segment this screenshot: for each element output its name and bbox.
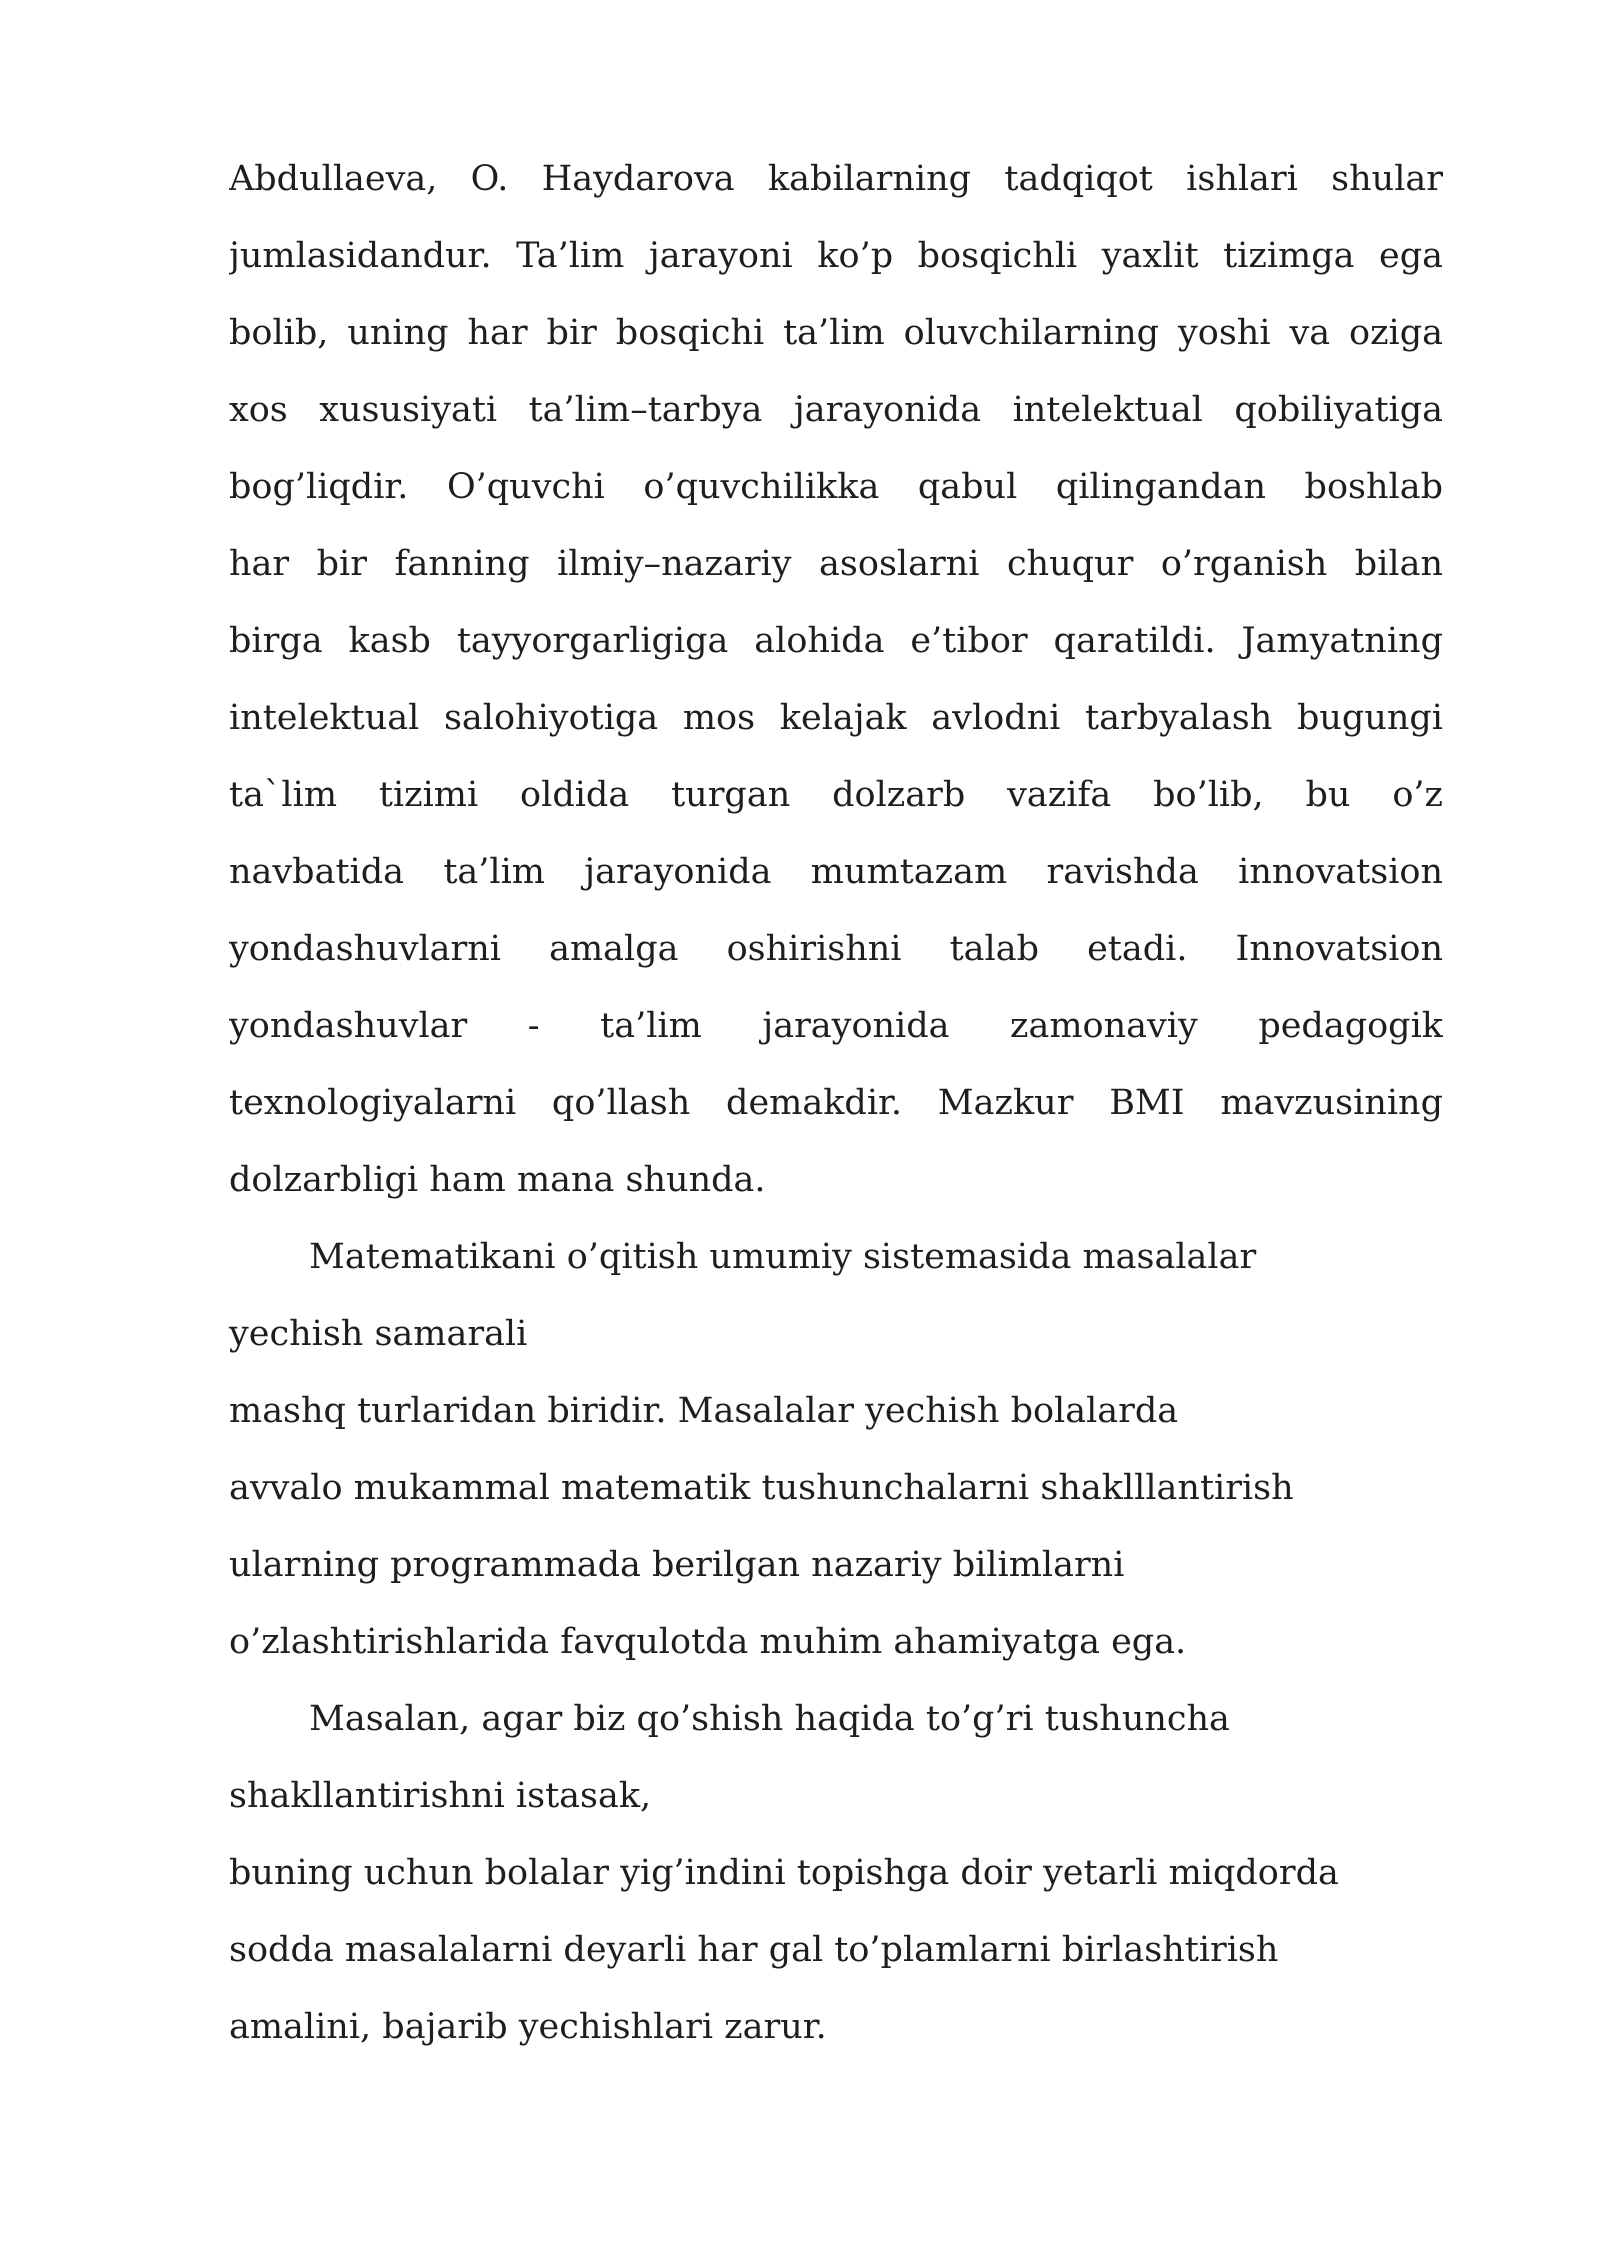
text-line: yondashuvlar - ta’lim jarayonida zamonaviy pedagogik: [229, 1006, 1443, 1046]
text-line: xos xususiyati ta’lim–tarbya jarayonida intelektual qobiliyatiga: [229, 390, 1443, 430]
text-line: mashq turlaridan biridir. Masalalar yechish bolalarda: [229, 1391, 1179, 1431]
text-line: amalini, bajarib yechishlari zarur.: [229, 2007, 827, 2047]
text-line: yechish samarali: [229, 1314, 528, 1354]
text-line: avvalo mukammal matematik tushunchalarni shaklllantirish: [229, 1468, 1294, 1508]
text-line: jumlasidandur. Ta’lim jarayoni ko’p bosqichli yaxlit tizimga ega: [229, 236, 1443, 276]
text-line: texnologiyalarni qo’llash demakdir. Mazkur BMI mavzusining: [229, 1083, 1443, 1123]
text-line: bolib, uning har bir bosqichi ta’lim oluvchilarning yoshi va oziga: [229, 313, 1443, 353]
text-line: dolzarbligi ham mana shunda.: [229, 1160, 766, 1200]
paragraph-start-line: Matematikani o’qitish umumiy sistemasida masalalar: [309, 1237, 1257, 1277]
text-line: o’zlashtirishlarida favqulotda muhim ahamiyatga ega.: [229, 1622, 1187, 1662]
text-line: bog’liqdir. O’quvchi o’quvchilikka qabul qilingandan boshlab: [229, 467, 1443, 507]
text-line: har bir fanning ilmiy–nazariy asoslarni chuqur o’rganish bilan: [229, 544, 1443, 584]
text-line: buning uchun bolalar yig’indini topishga doir yetarli miqdorda: [229, 1853, 1339, 1893]
text-line: sodda masalalarni deyarli har gal to’plamlarni birlashtirish: [229, 1930, 1279, 1970]
text-line: shakllantirishni istasak,: [229, 1776, 652, 1816]
body-text: [229, 148, 1443, 2073]
text-line: ularning programmada berilgan nazariy bilimlarni: [229, 1545, 1125, 1585]
text-line: yondashuvlarni amalga oshirishni talab etadi. Innovatsion: [229, 929, 1443, 969]
text-line: navbatida ta’lim jarayonida mumtazam ravishda innovatsion: [229, 852, 1443, 892]
paragraph-start-line: Masalan, agar biz qo’shish haqida to’g’ri tushuncha: [309, 1699, 1230, 1739]
text-line: Abdullaeva, O. Haydarova kabilarning tadqiqot ishlari shular: [229, 159, 1443, 199]
text-line: ta`lim tizimi oldida turgan dolzarb vazifa bo’lib, bu o’z: [229, 775, 1443, 815]
text-line: birga kasb tayyorgarligiga alohida e’tibor qaratildi. Jamyatning: [229, 621, 1443, 661]
text-line: intelektual salohiyotiga mos kelajak avlodni tarbyalash bugungi: [229, 698, 1443, 738]
